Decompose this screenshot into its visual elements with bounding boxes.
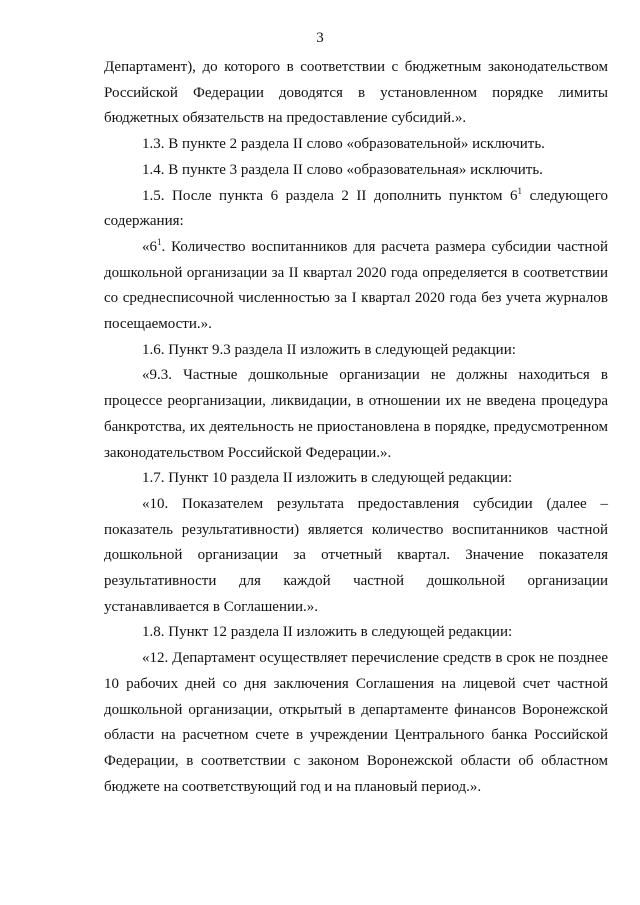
paragraph-p0 <box>104 55 612 132</box>
paragraph-text: 1.8. Пункт 12 раздела II изложить в следующей редакции: <box>142 624 513 641</box>
superscript: 1 <box>517 185 523 196</box>
paragraph-text: «10. Показателем результата предоставления субсидии (далее – показатель результативности) является количество воспитанников частной дошкольной организации за отчетный квартал. Значение показателя результативности для каждой частной дошкольной организации устанавливается в Соглашении.». <box>104 495 612 615</box>
paragraph-text: 1.6. Пункт 9.3 раздела II изложить в следующей редакции: <box>142 341 516 358</box>
paragraph-p6 <box>104 363 612 466</box>
paragraph-p8 <box>104 492 612 621</box>
superscript: 1 <box>157 236 162 247</box>
paragraph-text: 1.7. Пункт 10 раздела II изложить в следующей редакции: <box>142 470 513 487</box>
paragraph-p2 <box>104 158 608 184</box>
paragraph-p1 <box>104 132 608 158</box>
paragraph-text: Департамент), до которого в соответствии с бюджетным законодательством Российской Федерации доводятся в установленном порядке лимиты бюджетных обязательств на предоставление субсидий.». <box>104 59 612 127</box>
paragraph-text: следующего содержания: <box>104 187 612 230</box>
paragraph-p5 <box>104 338 608 364</box>
paragraph-p4 <box>104 235 612 338</box>
paragraph-text: «9.3. Частные дошкольные организации не должны находиться в процессе реорганизации, ликвидации, в отношении их не введена процедура банкротства, их деятельность не приостановлена в порядке, предусмотренном законодательством Российской Федерации.». <box>104 367 612 461</box>
paragraph-p7 <box>104 466 608 492</box>
paragraph-text: 1.3. В пункте 2 раздела II слово «образовательной» исключить. <box>142 136 545 153</box>
paragraph-text: «12. Департамент осуществляет перечисление средств в срок не позднее 10 рабочих дней со дня заключения Соглашения на лицевой счет частной дошкольной организации, открытый в департаменте финансов Воронежской области на расчетном счете в учреждении Центрального банка Российской Федерации, в соответствии с законом Воронежской области об областном бюджете на соответствующий год и на плановый период.». <box>104 650 612 795</box>
paragraph-p3 <box>104 184 612 235</box>
paragraph-text: 1.4. В пункте 3 раздела II слово «образовательная» исключить. <box>142 161 543 178</box>
paragraph-text: «6 <box>142 238 157 255</box>
paragraph-text: . Количество воспитанников для расчета размера субсидии частной дошкольной организации за II квартал 2020 года определяется в соответствии со среднесписочной численностью за I квартал 2020 года без учета журналов посещаемости.». <box>104 238 612 333</box>
paragraph-text: 1.5. После пункта 6 раздела 2 II дополнить пунктом 6 <box>142 187 518 204</box>
paragraph-p9 <box>104 620 608 646</box>
paragraph-p10 <box>104 646 612 800</box>
page-number: 3 <box>316 30 324 46</box>
document-body <box>104 55 612 800</box>
